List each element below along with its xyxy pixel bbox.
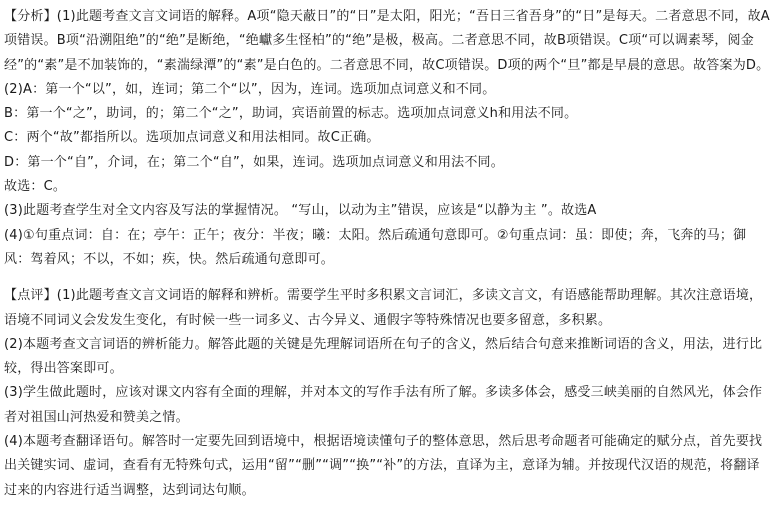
comment-section xyxy=(4,284,770,503)
analysis-paragraph-4: C：两个“故”都指所以。选项加点词意义和用法相同。故C正确。 xyxy=(4,130,380,146)
analysis-paragraph-6: 故选：C。 xyxy=(4,179,67,195)
analysis-paragraph-5: D：第一个“自”，介词，在；第二个“自”，如果，连词。选项加点词意义和用法不同。 xyxy=(4,154,504,170)
comment-paragraph-3: (3)学生做此题时，应该对课文内容有全面的理解，并对本文的写作手法有所了解。多读多体会，感受三峡美丽的自然风光，体会作者对祖国山河热爱和赞美之情。 xyxy=(4,385,763,425)
analysis-paragraph-2: (2)A：第一个“以”，如，连词；第二个“以”，因为，连词。选项加点词意义和不同。 xyxy=(4,81,496,97)
analysis-paragraph-3: B：第一个“之”，助词，的；第二个“之”，助词，宾语前置的标志。选项加点词意义h和用法不同。 xyxy=(4,106,578,122)
section-spacer xyxy=(4,272,770,284)
comment-paragraph-4: (4)本题考查翻译语句。解答时一定要先回到语境中，根据语境读懂句子的整体意思，然后思考命题者可能确定的赋分点，首先要找出关键实词、虚词，查看有无特殊句式，运用“留”“删”“调”“换”“补”的方法，直译为主，意译为辅。并按现代汉语的规范，将翻译过来的内容进行适当调整，达到词达句顺。 xyxy=(4,434,763,498)
comment-paragraph-1: 【点评】(1)此题考查文言文词语的解释和辨析。需要学生平时多积累文言词汇，多读文言文，有语感能帮助理解。其次注意语境，语境不同词义会发发生变化，有时候一些一词多义、古今异义、通假字等特殊情况也要多留意，多积累。 xyxy=(4,288,763,328)
analysis-paragraph-7: (3)此题考查学生对全文内容及写法的掌握情况。 “写山，以动为主”错误，应该是“以静为主 ”。故选A xyxy=(4,203,597,219)
analysis-paragraph-1: 【分析】(1)此题考查文言文词语的解释。A项“隐天蔽日”的“日”是太阳，阳光；“吾日三省吾身”的“日”是每天。二者意思不同，故A项错误。B项“沿溯阻绝”的“绝”是断绝，“绝巘多生怪柏”的“绝”是极，极高。二者意思不同，故B项错误。C项“可以调素琴，阅金经”的“素”是不加装饰的，“素湍绿潭”的“素”是白色的。二者意思不同，故C项错误。D项的两个“旦”都是早晨的意思。故答案为D。 xyxy=(4,9,770,73)
comment-paragraph-2: (2)本题考查文言词语的辨析能力。解答此题的关键是先理解词语所在句子的含义，然后结合句意来推断词语的含义，用法，进行比较，得出答案即可。 xyxy=(4,336,763,377)
analysis-section xyxy=(4,5,770,272)
analysis-paragraph-8: (4)①句重点词：自：在；亭午：正午；夜分：半夜；曦：太阳。然后疏通句意即可。②句重点词：虽：即使；奔，飞奔的马；御风：驾着风；不以，不如；疾，快。然后疏通句意即可。 xyxy=(4,227,747,267)
